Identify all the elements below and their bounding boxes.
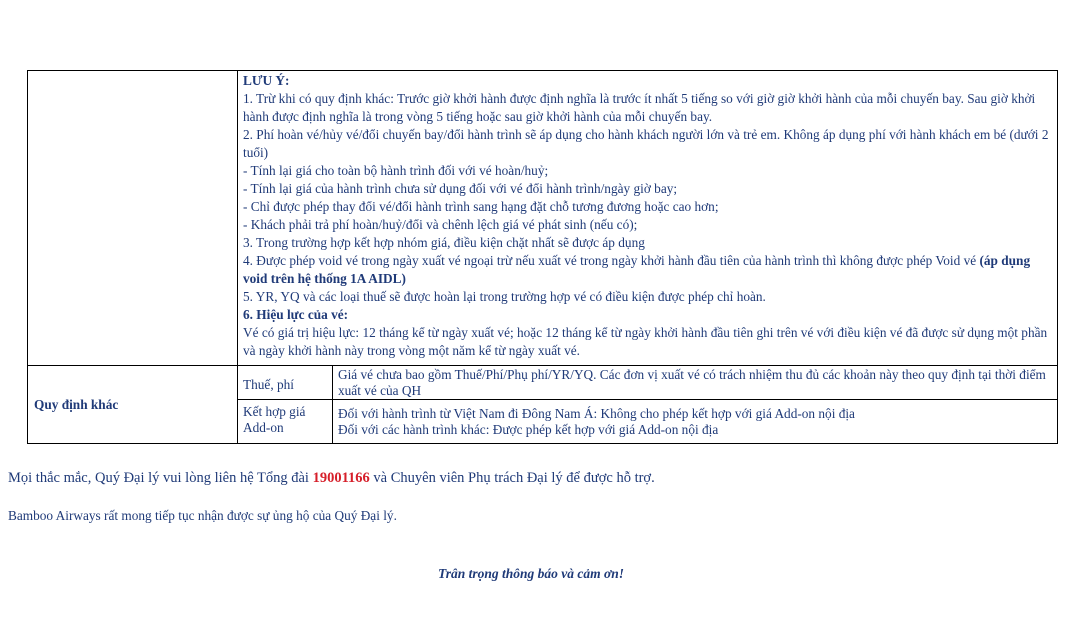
notes-left-empty-cell xyxy=(28,71,238,366)
other-rules-label: Quy định khác xyxy=(28,366,238,444)
note-item-6-text: Vé có giá trị hiệu lực: 12 tháng kể từ ngày xuất vé; hoặc 12 tháng kể từ ngày khởi hành đầu tiên ghi trên vé với điều kiện vé đã được sử dụng một phần và ngày khởi hành này trong vòng một năm kể từ ngày xuất vé. xyxy=(243,325,1048,358)
note-item-6-heading: 6. Hiệu lực của vé: xyxy=(243,307,349,322)
addon-text-cell xyxy=(333,400,1058,444)
note-item-4-text: 4. Được phép void vé trong ngày xuất vé ngoại trừ nếu xuất vé trong ngày khởi hành đầu tiên của hành trình thì không được phép Void vé xyxy=(243,253,977,268)
note-item-2c: - Chỉ được phép thay đổi vé/đổi hành trình sang hạng đặt chỗ tương đương hoặc cao hơn; xyxy=(243,199,719,214)
note-item-2a: - Tính lại giá cho toàn bộ hành trình đối với vé hoàn/huỷ; xyxy=(243,163,549,178)
addon-label: Kết hợp giá Add-on xyxy=(238,400,333,444)
notes-title: LƯU Ý: xyxy=(243,73,290,88)
addon-line-1: Đối với hành trình từ Việt Nam đi Đông Nam Á: Không cho phép kết hợp với giá Add-on nội địa xyxy=(338,406,855,421)
note-item-4 xyxy=(243,252,1051,288)
tax-label: Thuế, phí xyxy=(238,366,333,400)
tax-row xyxy=(28,366,1058,400)
tax-text: Giá vé chưa bao gồm Thuế/Phí/Phụ phí/YR/YQ. Các đơn vị xuất vé có trách nhiệm thu đủ các khoản này theo quy định tại thời điểm xuất vé của QH xyxy=(333,366,1058,400)
contact-line xyxy=(8,470,655,487)
note-item-2: 2. Phí hoàn vé/hủy vé/đổi chuyến bay/đổi hành trình sẽ áp dụng cho hành khách người lớn và trẻ em. Không áp dụng phí với hành khách em bé (dưới 2 tuổi) xyxy=(243,127,1049,160)
note-item-5: 5. YR, YQ và các loại thuế sẽ được hoàn lại trong trường hợp vé có điều kiện được phép chỉ hoàn. xyxy=(243,289,766,304)
notes-row xyxy=(28,71,1058,366)
contact-before: Mọi thắc mắc, Quý Đại lý vui lòng liên hệ Tổng đài xyxy=(8,470,309,486)
note-item-1: 1. Trừ khi có quy định khác: Trước giờ khởi hành được định nghĩa là trước ít nhất 5 tiếng so với giờ giờ khởi hành của mỗi chuyến bay. Sau giờ khởi hành được định nghĩa là trong vòng 5 tiếng hoặc sau giờ khởi hành của mỗi chuyến bay. xyxy=(243,91,1036,124)
closing-text: Trân trọng thông báo và cảm ơn! xyxy=(437,566,625,581)
note-item-2d: - Khách phải trả phí hoàn/huỷ/đổi và chênh lệch giá vé phát sinh (nếu có); xyxy=(243,217,638,232)
fare-rules-table xyxy=(27,70,1058,444)
note-item-3: 3. Trong trường hợp kết hợp nhóm giá, điều kiện chặt nhất sẽ được áp dụng xyxy=(243,235,645,250)
note-item-2b: - Tính lại giá của hành trình chưa sử dụng đối với vé đổi hành trình/ngày giờ bay; xyxy=(243,181,678,196)
notes-cell xyxy=(238,71,1058,366)
note-item-4-bold: (áp dụng void trên hệ thống 1A AIDL) xyxy=(243,253,1031,286)
thanks-line: Bamboo Airways rất mong tiếp tục nhận được sự ủng hộ của Quý Đại lý. xyxy=(8,508,397,523)
hotline-number: 19001166 xyxy=(312,470,370,486)
contact-after: và Chuyên viên Phụ trách Đại lý để được hỗ trợ. xyxy=(373,470,655,486)
addon-line-2: Đối với các hành trình khác: Được phép kết hợp với giá Add-on nội địa xyxy=(338,422,719,437)
